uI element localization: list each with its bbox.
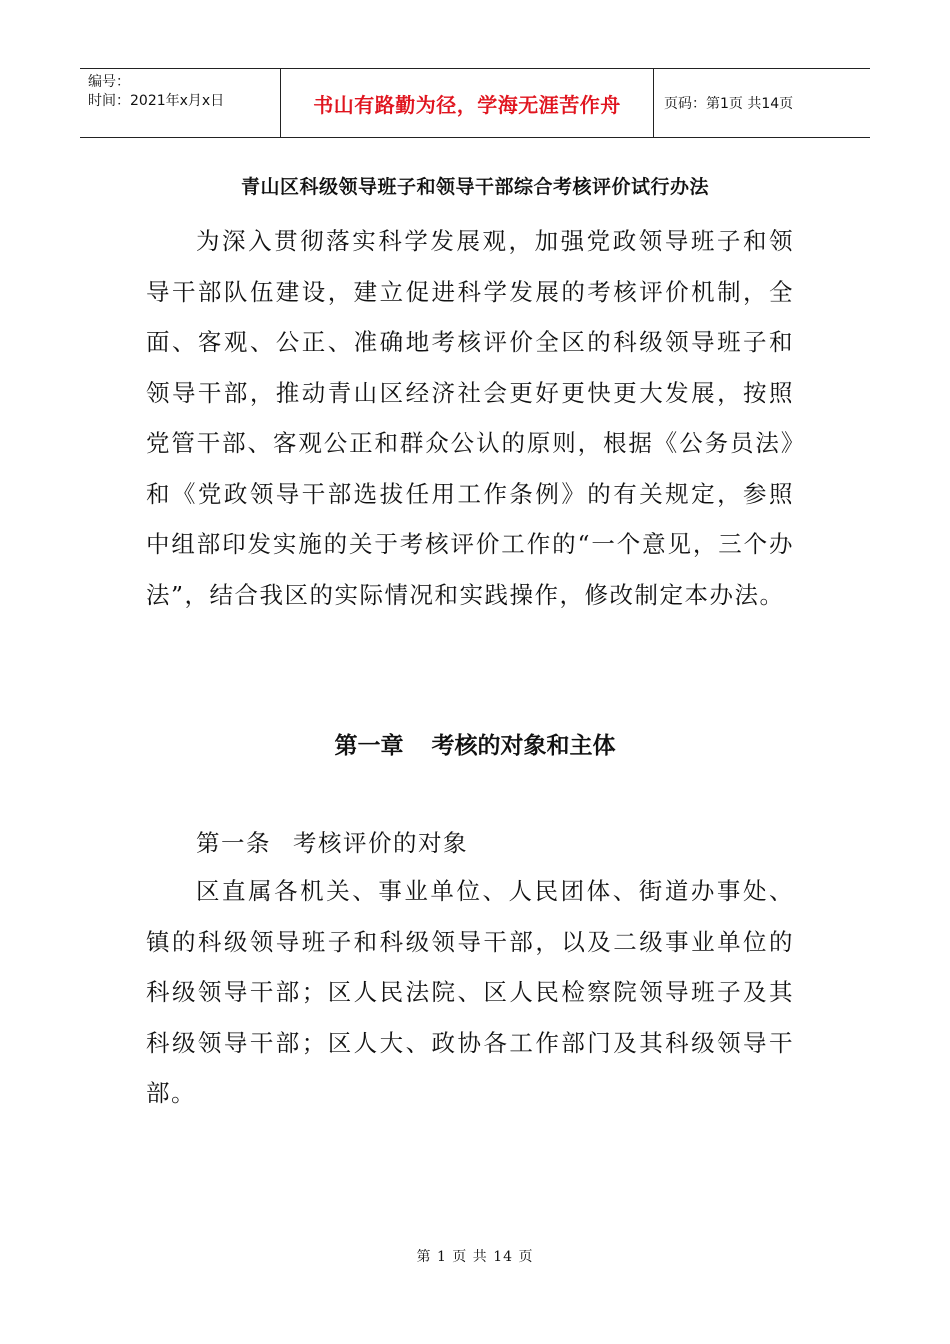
article-body-paragraph: 区直属各机关、事业单位、人民团体、街道办事处、镇的科级领导班子和科级领导干部，以及二级事业单位的科级领导干部；区人民法院、区人民检察院领导班子及其科级领导干部；区人大、政协各工作部门及其科级领导干部。 [146, 877, 794, 1107]
header-page-cell [654, 69, 870, 137]
article-name: 考核评价的对象 [293, 829, 468, 857]
chapter-heading [0, 727, 950, 760]
document-title: 青山区科级领导班子和领导干部综合考核评价试行办法 [240, 176, 709, 198]
page-footer: 第 1 页 共 14 页 [416, 1249, 534, 1265]
intro-paragraph: 为深入贯彻落实科学发展观，加强党政领导班子和领导干部队伍建设，建立促进科学发展的考核评价机制，全面、客观、公正、准确地考核评价全区的科级领导班子和领导干部，推动青山区经济社会更好更快更大发展，按照党管干部、客观公正和群众公认的原则，根据《公务员法》和《党政领导干部选拔任用工作条例》的有关规定，参照中组部印发实施的关于考核评价工作的“一个意见，三个办法”，结合我区的实际情况和实践操作，修改制定本办法。 [146, 227, 794, 609]
header-meta [80, 69, 281, 137]
header-motto: 书山有路勤为径，学海无涯苦作舟 [313, 92, 621, 117]
article-heading [196, 818, 468, 868]
page-header [80, 68, 870, 138]
article-number: 第一条 [196, 829, 271, 857]
chapter-name: 考核的对象和主体 [431, 733, 616, 759]
header-page-info: 页码：第1页 共14页 [664, 96, 794, 112]
chapter-number: 第一章 [334, 733, 404, 759]
document-number-label: 编号： [88, 74, 130, 90]
header-motto-cell [281, 69, 654, 137]
document-time-label: 时间：2021年x月x日 [88, 93, 225, 109]
